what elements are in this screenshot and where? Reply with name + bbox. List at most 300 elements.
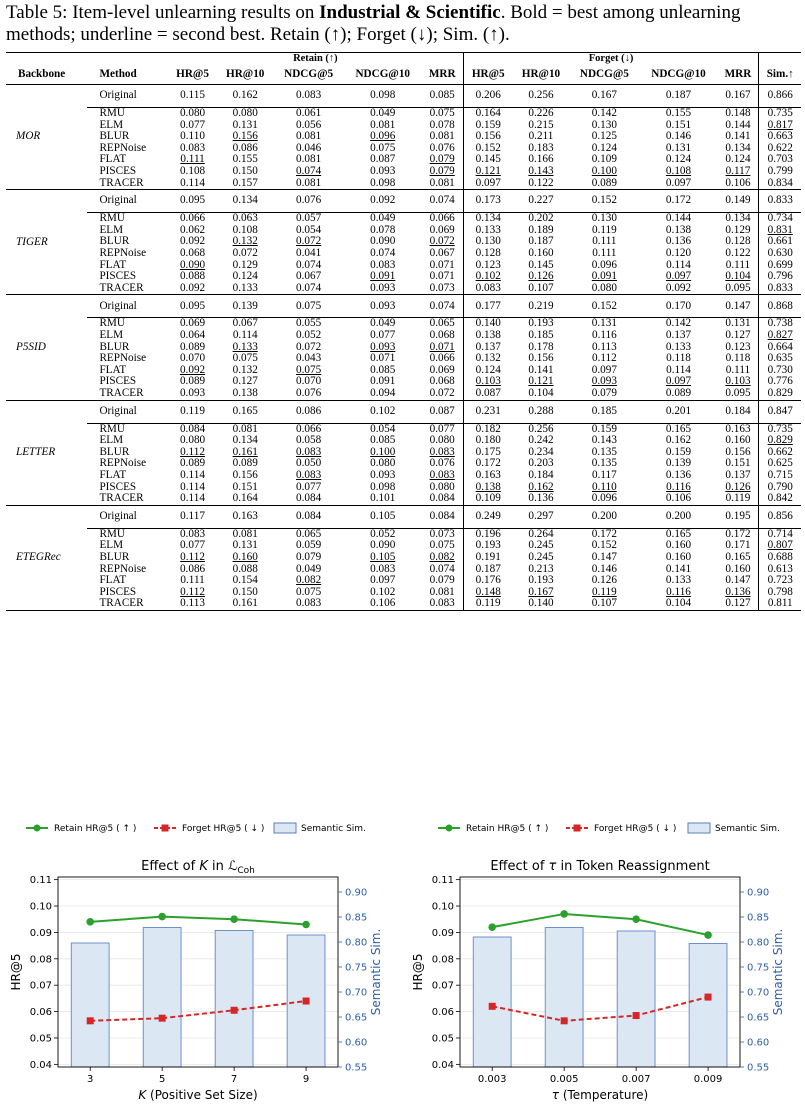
value-cell: 0.087 <box>370 153 396 166</box>
value-cell: 0.077 <box>179 539 206 552</box>
value-cell: 0.170 <box>640 295 718 318</box>
caption-pre: Table 5: Item-level unlearning results on <box>6 2 320 23</box>
method-cell: FLAT <box>99 574 127 587</box>
value-cell: 0.143 <box>591 434 617 447</box>
y-tick-label: 0.05 <box>29 1033 52 1045</box>
value-cell: 0.114 <box>180 480 205 493</box>
value-cell: 0.076 <box>429 457 455 470</box>
value-cell: 0.071 <box>429 270 455 283</box>
legend-retain-label: Retain HR@5 ( ↑ ) <box>54 824 137 834</box>
method-cell: FLAT <box>99 258 127 271</box>
value-cell: 0.100 <box>370 445 396 458</box>
value-cell: 0.077 <box>296 480 322 493</box>
value-cell: 0.074 <box>429 562 455 575</box>
value-cell: 0.092 <box>179 281 206 294</box>
legend-right-svg <box>436 818 796 838</box>
value-cell: 0.613 <box>759 564 801 576</box>
value-cell: 0.081 <box>370 118 396 131</box>
value-cell: 0.056 <box>296 118 322 131</box>
value-cell: 0.156 <box>725 445 751 458</box>
backbone-cell: ETEGRec <box>6 505 87 610</box>
value-cell: 0.080 <box>370 457 396 470</box>
y2-tick-label: 0.80 <box>345 937 368 949</box>
value-cell: 0.069 <box>168 318 217 330</box>
value-cell: 0.070 <box>296 375 322 388</box>
column-header: Backbone <box>18 67 66 80</box>
y-tick-label: 0.10 <box>29 901 52 913</box>
x-tick-label: 0.007 <box>621 1074 651 1085</box>
value-cell: 0.092 <box>665 281 692 294</box>
backbone-cell: TIGER <box>6 190 87 295</box>
value-cell: 0.080 <box>179 434 206 447</box>
value-cell: 0.093 <box>591 375 617 388</box>
value-cell: 0.098 <box>370 176 396 189</box>
value-cell: 0.185 <box>569 400 639 423</box>
value-cell: 0.163 <box>217 505 273 528</box>
value-cell: 0.078 <box>429 118 455 131</box>
y2-tick-label: 0.60 <box>747 1037 770 1049</box>
value-cell: 0.095 <box>168 190 217 213</box>
value-cell: 0.124 <box>725 153 751 166</box>
value-cell: 0.091 <box>370 375 396 388</box>
value-cell: 0.106 <box>725 176 751 189</box>
x-tick-label: 0.003 <box>477 1074 507 1085</box>
value-cell: 0.129 <box>725 223 751 236</box>
value-cell: 0.111 <box>592 247 617 260</box>
value-cell: 0.083 <box>463 283 513 295</box>
value-cell: 0.125 <box>591 130 617 143</box>
value-cell: 0.080 <box>217 108 273 120</box>
value-cell: 0.196 <box>463 528 513 540</box>
value-cell: 0.211 <box>528 130 554 143</box>
value-cell: 0.102 <box>463 271 513 283</box>
value-cell: 0.090 <box>370 235 396 248</box>
forget-point <box>561 1017 568 1024</box>
y-tick-label: 0.07 <box>29 980 52 992</box>
value-cell: 0.049 <box>344 213 422 225</box>
value-cell: 0.106 <box>344 598 422 610</box>
value-cell: 0.119 <box>168 400 217 423</box>
value-cell: 0.144 <box>640 213 718 225</box>
value-cell: 0.082 <box>296 574 322 587</box>
value-cell: 0.103 <box>463 376 513 388</box>
value-cell: 0.635 <box>759 353 801 365</box>
value-cell: 0.699 <box>759 260 801 272</box>
column-header: NDCG@5 <box>579 67 629 80</box>
value-cell: 0.104 <box>528 386 554 399</box>
value-cell: 0.245 <box>528 539 554 552</box>
value-cell: 0.133 <box>665 340 692 353</box>
value-cell: 0.114 <box>666 363 691 376</box>
value-cell: 0.126 <box>528 270 554 283</box>
value-cell: 0.084 <box>296 492 322 505</box>
method-cell: BLUR <box>99 340 130 353</box>
value-cell: 0.077 <box>422 423 464 435</box>
value-cell: 0.123 <box>463 260 513 272</box>
value-cell: 0.049 <box>344 318 422 330</box>
value-cell: 0.136 <box>528 492 554 505</box>
value-cell: 0.178 <box>528 340 554 353</box>
value-cell: 0.079 <box>591 386 617 399</box>
column-header: HR@10 <box>521 67 561 80</box>
legend-retain-marker <box>34 825 41 832</box>
value-cell: 0.129 <box>232 258 258 271</box>
value-cell: 0.095 <box>168 295 217 318</box>
value-cell: 0.096 <box>370 130 396 143</box>
value-cell: 0.622 <box>759 143 801 155</box>
y-tick-label: 0.04 <box>431 1059 454 1071</box>
method-cell: PISCES <box>99 480 137 493</box>
value-cell: 0.723 <box>759 575 801 587</box>
value-cell: 0.866 <box>759 85 801 108</box>
value-cell: 0.089 <box>232 457 258 470</box>
backbone-cell: MOR <box>6 85 87 190</box>
value-cell: 0.206 <box>463 85 513 108</box>
method-cell: ELM <box>99 434 124 447</box>
method-cell: RMU <box>87 318 168 330</box>
value-cell: 0.201 <box>640 400 718 423</box>
value-cell: 0.079 <box>429 153 455 166</box>
value-cell: 0.093 <box>179 386 206 399</box>
value-cell: 0.117 <box>168 505 217 528</box>
value-cell: 0.111 <box>180 153 205 166</box>
value-cell: 0.111 <box>725 258 751 271</box>
value-cell: 0.098 <box>344 85 422 108</box>
method-cell: BLUR <box>99 550 130 563</box>
y-tick-label: 0.08 <box>29 954 52 966</box>
x-tick-label: 0.005 <box>549 1074 579 1085</box>
value-cell: 0.113 <box>168 598 217 610</box>
legend-sim-label: Semantic Sim. <box>715 824 780 834</box>
value-cell: 0.734 <box>759 213 801 225</box>
value-cell: 0.799 <box>759 166 801 178</box>
value-cell: 0.114 <box>180 492 205 505</box>
value-cell: 0.630 <box>759 248 801 260</box>
value-cell: 0.134 <box>717 213 759 225</box>
value-cell: 0.157 <box>232 176 258 189</box>
value-cell: 0.117 <box>725 165 751 178</box>
value-cell: 0.071 <box>429 258 455 271</box>
value-cell: 0.137 <box>463 342 513 354</box>
forget-point <box>231 1007 238 1014</box>
value-cell: 0.097 <box>665 176 692 189</box>
results-table <box>6 52 801 611</box>
value-cell: 0.083 <box>296 468 322 481</box>
value-cell: 0.817 <box>759 120 801 132</box>
value-cell: 0.152 <box>463 143 513 155</box>
y2-tick-label: 0.75 <box>345 962 368 974</box>
value-cell: 0.172 <box>640 190 718 213</box>
value-cell: 0.156 <box>232 130 258 143</box>
value-cell: 0.109 <box>463 493 513 505</box>
table-row <box>6 400 801 423</box>
value-cell: 0.160 <box>725 434 751 447</box>
value-cell: 0.142 <box>640 318 718 330</box>
method-cell: REPNoise <box>99 141 147 154</box>
value-cell: 0.073 <box>422 528 464 540</box>
value-cell: 0.128 <box>725 235 751 248</box>
column-header: NDCG@10 <box>651 67 706 80</box>
legend-forget-marker <box>574 825 581 832</box>
y2-tick-label: 0.85 <box>345 912 368 924</box>
value-cell: 0.114 <box>180 468 205 481</box>
method-cell: TRACER <box>99 492 144 505</box>
value-cell: 0.130 <box>463 236 513 248</box>
method-cell: BLUR <box>99 445 130 458</box>
value-cell: 0.133 <box>665 574 692 587</box>
y2-tick-label: 0.75 <box>747 962 770 974</box>
value-cell: 0.162 <box>217 85 273 108</box>
value-cell: 0.790 <box>759 482 801 494</box>
retain-point <box>158 913 166 921</box>
value-cell: 0.172 <box>569 528 639 540</box>
value-cell: 0.055 <box>273 318 343 330</box>
value-cell: 0.164 <box>232 492 258 505</box>
value-cell: 0.134 <box>725 141 751 154</box>
value-cell: 0.080 <box>168 108 217 120</box>
value-cell: 0.093 <box>344 295 422 318</box>
value-cell: 0.088 <box>232 562 258 575</box>
value-cell: 0.138 <box>232 386 258 399</box>
value-cell: 0.083 <box>429 468 455 481</box>
method-cell: PISCES <box>99 165 137 178</box>
value-cell: 0.149 <box>717 190 759 213</box>
table-row <box>6 505 801 528</box>
value-cell: 0.136 <box>725 585 751 598</box>
value-cell: 0.137 <box>665 329 692 341</box>
value-cell: 0.200 <box>640 505 718 528</box>
value-cell: 0.102 <box>344 400 422 423</box>
value-cell: 0.069 <box>429 223 455 236</box>
value-cell: 0.111 <box>592 235 617 248</box>
retain-group-header: Retain (↑) <box>168 53 463 65</box>
value-cell: 0.834 <box>759 178 801 190</box>
value-cell: 0.096 <box>591 492 617 505</box>
y-tick-label: 0.11 <box>431 875 454 887</box>
value-cell: 0.136 <box>665 468 692 481</box>
value-cell: 0.150 <box>232 165 258 178</box>
value-cell: 0.152 <box>591 539 617 552</box>
y-axis-label: HR@5 <box>411 953 425 991</box>
method-cell: FLAT <box>99 153 127 166</box>
value-cell: 0.046 <box>296 141 322 154</box>
value-cell: 0.735 <box>759 108 801 120</box>
table-row <box>6 166 801 178</box>
value-cell: 0.172 <box>717 528 759 540</box>
value-cell: 0.083 <box>273 598 343 610</box>
value-cell: 0.106 <box>665 492 692 505</box>
value-cell: 0.147 <box>591 550 617 563</box>
value-cell: 0.097 <box>370 574 396 587</box>
method-cell: PISCES <box>99 270 137 283</box>
value-cell: 0.256 <box>513 85 569 108</box>
value-cell: 0.139 <box>665 457 692 470</box>
value-cell: 0.112 <box>180 585 205 598</box>
value-cell: 0.136 <box>665 235 692 248</box>
value-cell: 0.117 <box>591 468 617 481</box>
legend-retain-label: Retain HR@5 ( ↑ ) <box>466 824 549 834</box>
chart-effect-k <box>0 850 402 1110</box>
value-cell: 0.131 <box>717 318 759 330</box>
x-axis-label: K (Positive Set Size) <box>138 1088 258 1102</box>
y-tick-label: 0.08 <box>431 954 454 966</box>
value-cell: 0.829 <box>759 435 801 447</box>
value-cell: 0.227 <box>513 190 569 213</box>
method-cell: Original <box>87 400 168 423</box>
value-cell: 0.081 <box>429 585 455 598</box>
value-cell: 0.068 <box>429 375 455 388</box>
value-cell: 0.076 <box>273 190 343 213</box>
value-cell: 0.184 <box>717 400 759 423</box>
value-cell: 0.134 <box>463 213 513 225</box>
legend-left-svg <box>24 818 384 838</box>
table-row <box>6 470 801 482</box>
value-cell: 0.108 <box>232 223 258 236</box>
value-cell: 0.167 <box>528 585 554 598</box>
value-cell: 0.090 <box>370 539 396 552</box>
value-cell: 0.625 <box>759 458 801 470</box>
value-cell: 0.165 <box>640 528 718 540</box>
value-cell: 0.122 <box>725 247 751 260</box>
value-cell: 0.160 <box>665 539 692 552</box>
value-cell: 0.073 <box>429 281 455 294</box>
legend-left <box>24 818 384 841</box>
value-cell: 0.688 <box>759 552 801 564</box>
value-cell: 0.074 <box>422 190 464 213</box>
column-header-row <box>6 65 801 85</box>
value-cell: 0.175 <box>463 447 513 459</box>
value-cell: 0.134 <box>217 190 273 213</box>
table-row <box>6 178 801 190</box>
value-cell: 0.111 <box>725 363 751 376</box>
value-cell: 0.075 <box>296 363 322 376</box>
value-cell: 0.083 <box>168 528 217 540</box>
value-cell: 0.081 <box>296 130 322 143</box>
value-cell: 0.140 <box>463 318 513 330</box>
value-cell: 0.069 <box>429 363 455 376</box>
value-cell: 0.187 <box>640 85 718 108</box>
forget-line <box>492 997 708 1021</box>
value-cell: 0.163 <box>463 470 513 482</box>
column-header: HR@5 <box>463 65 513 85</box>
value-cell: 0.132 <box>232 363 258 376</box>
value-cell: 0.162 <box>665 434 692 447</box>
value-cell: 0.145 <box>463 154 513 166</box>
value-cell: 0.151 <box>665 118 692 131</box>
method-cell: Original <box>87 295 168 318</box>
value-cell: 0.142 <box>569 108 639 120</box>
value-cell: 0.087 <box>463 388 513 400</box>
sim-bar <box>689 944 727 1068</box>
value-cell: 0.074 <box>370 247 396 260</box>
value-cell: 0.714 <box>759 528 801 540</box>
y-tick-label: 0.09 <box>431 927 454 939</box>
value-cell: 0.054 <box>344 423 422 435</box>
value-cell: 0.089 <box>179 340 206 353</box>
value-cell: 0.137 <box>725 468 751 481</box>
value-cell: 0.082 <box>429 550 455 563</box>
value-cell: 0.234 <box>528 445 554 458</box>
method-cell: RMU <box>87 108 168 120</box>
value-cell: 0.827 <box>759 330 801 342</box>
value-cell: 0.072 <box>296 340 322 353</box>
value-cell: 0.135 <box>591 445 617 458</box>
value-cell: 0.067 <box>429 247 455 260</box>
value-cell: 0.084 <box>429 492 455 505</box>
backbone-cell: P5SID <box>6 295 87 400</box>
value-cell: 0.068 <box>429 329 455 341</box>
value-cell: 0.077 <box>179 118 206 131</box>
value-cell: 0.066 <box>429 352 455 365</box>
value-cell: 0.798 <box>759 587 801 599</box>
forget-point <box>489 1003 496 1010</box>
value-cell: 0.098 <box>370 480 396 493</box>
table-row <box>6 575 801 587</box>
value-cell: 0.124 <box>665 153 692 166</box>
value-cell: 0.108 <box>179 165 206 178</box>
value-cell: 0.189 <box>528 223 554 236</box>
y2-tick-label: 0.65 <box>345 1012 368 1024</box>
value-cell: 0.130 <box>591 118 617 131</box>
y-tick-label: 0.11 <box>29 875 52 887</box>
y-tick-label: 0.07 <box>431 980 454 992</box>
backbone-cell: LETTER <box>6 400 87 505</box>
value-cell: 0.807 <box>759 540 801 552</box>
method-cell: ELM <box>99 539 124 552</box>
value-cell: 0.146 <box>665 130 692 143</box>
value-cell: 0.059 <box>296 539 322 552</box>
value-cell: 0.662 <box>759 447 801 459</box>
value-cell: 0.089 <box>179 457 206 470</box>
value-cell: 0.138 <box>665 223 692 236</box>
method-cell: REPNoise <box>99 562 147 575</box>
value-cell: 0.256 <box>513 423 569 435</box>
y-tick-label: 0.10 <box>431 901 454 913</box>
value-cell: 0.127 <box>725 329 751 341</box>
value-cell: 0.133 <box>232 281 258 294</box>
value-cell: 0.177 <box>463 295 513 318</box>
value-cell: 0.226 <box>513 108 569 120</box>
value-cell: 0.083 <box>429 445 455 458</box>
value-cell: 0.155 <box>232 153 258 166</box>
value-cell: 0.856 <box>759 505 801 528</box>
value-cell: 0.066 <box>168 213 217 225</box>
value-cell: 0.114 <box>666 258 691 271</box>
method-cell: TRACER <box>99 386 144 399</box>
y-tick-label: 0.06 <box>431 1007 454 1019</box>
value-cell: 0.131 <box>232 539 258 552</box>
y2-tick-label: 0.70 <box>345 987 368 999</box>
value-cell: 0.075 <box>422 108 464 120</box>
value-cell: 0.083 <box>370 562 396 575</box>
value-cell: 0.096 <box>591 258 617 271</box>
value-cell: 0.083 <box>179 141 206 154</box>
method-cell: REPNoise <box>99 352 147 365</box>
value-cell: 0.075 <box>232 352 258 365</box>
legend-forget-label: Forget HR@5 ( ↓ ) <box>182 824 265 834</box>
value-cell: 0.108 <box>665 165 692 178</box>
value-cell: 0.138 <box>463 330 513 342</box>
forget-point <box>159 1015 166 1022</box>
value-cell: 0.182 <box>463 423 513 435</box>
y-tick-label: 0.05 <box>431 1033 454 1045</box>
value-cell: 0.264 <box>513 528 569 540</box>
table-row <box>6 108 801 120</box>
value-cell: 0.075 <box>273 295 343 318</box>
y2-tick-label: 0.80 <box>747 937 770 949</box>
value-cell: 0.135 <box>591 457 617 470</box>
value-cell: 0.776 <box>759 376 801 388</box>
